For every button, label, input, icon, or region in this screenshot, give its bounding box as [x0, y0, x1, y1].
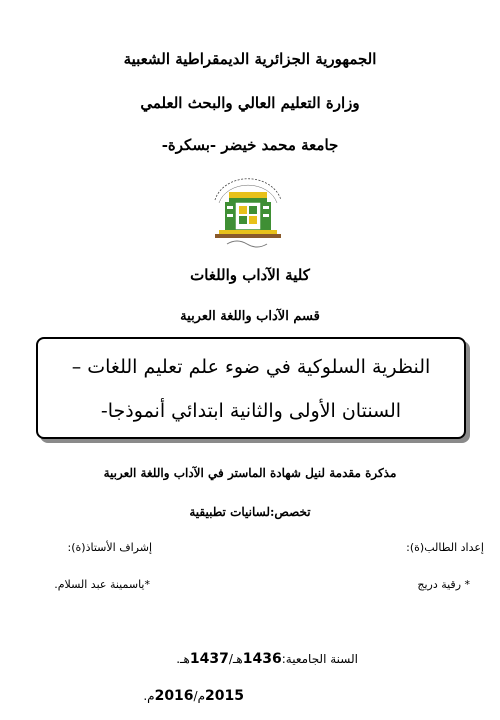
hijri-separator: هـ/ — [228, 652, 243, 666]
thesis-title-line-2: السنتان الأولى والثانية ابتدائي أنموذجا- — [100, 400, 402, 422]
greg-separator: م/ — [193, 689, 206, 703]
republic-heading: الجمهورية الجزائرية الديمقراطية الشعبية — [123, 50, 377, 68]
greg-suffix: م. — [143, 689, 155, 703]
memo-specialty: تخصص:لسانيات تطبيقية — [189, 505, 311, 519]
greg-start: 2015 — [205, 688, 244, 704]
thesis-title-box — [36, 337, 466, 439]
supervisor-label: إشراف الأستاذ(ة): — [67, 541, 152, 554]
academic-year-label: السنة الجامعية: — [281, 652, 358, 666]
academic-year-gregorian — [143, 685, 244, 704]
student-label: إعداد الطالب(ة): — [406, 541, 484, 554]
thesis-title-line-1: النظرية السلوكية في ضوء علم تعليم اللغات – — [71, 356, 431, 378]
university-logo-icon — [205, 170, 291, 250]
department-heading: قسم الآداب واللغة العربية — [180, 309, 320, 324]
academic-year-hijri — [176, 648, 358, 667]
greg-end: 2016 — [154, 688, 194, 704]
hijri-start: 1436 — [242, 651, 282, 667]
faculty-heading: كلية الآداب واللغات — [190, 266, 310, 284]
student-name: * رقية دريج — [417, 578, 470, 591]
hijri-suffix: هـ. — [176, 652, 190, 666]
ministry-heading: وزارة التعليم العالي والبحث العلمي — [140, 94, 360, 112]
supervisor-name: *ياسمينة عبد السلام. — [54, 578, 150, 591]
university-heading: جامعة محمد خيضر -بسكرة- — [161, 136, 339, 154]
memo-purpose: مذكرة مقدمة لنيل شهادة الماستر في الآداب واللغة العربية — [103, 466, 397, 480]
hijri-end: 1437 — [189, 651, 229, 667]
